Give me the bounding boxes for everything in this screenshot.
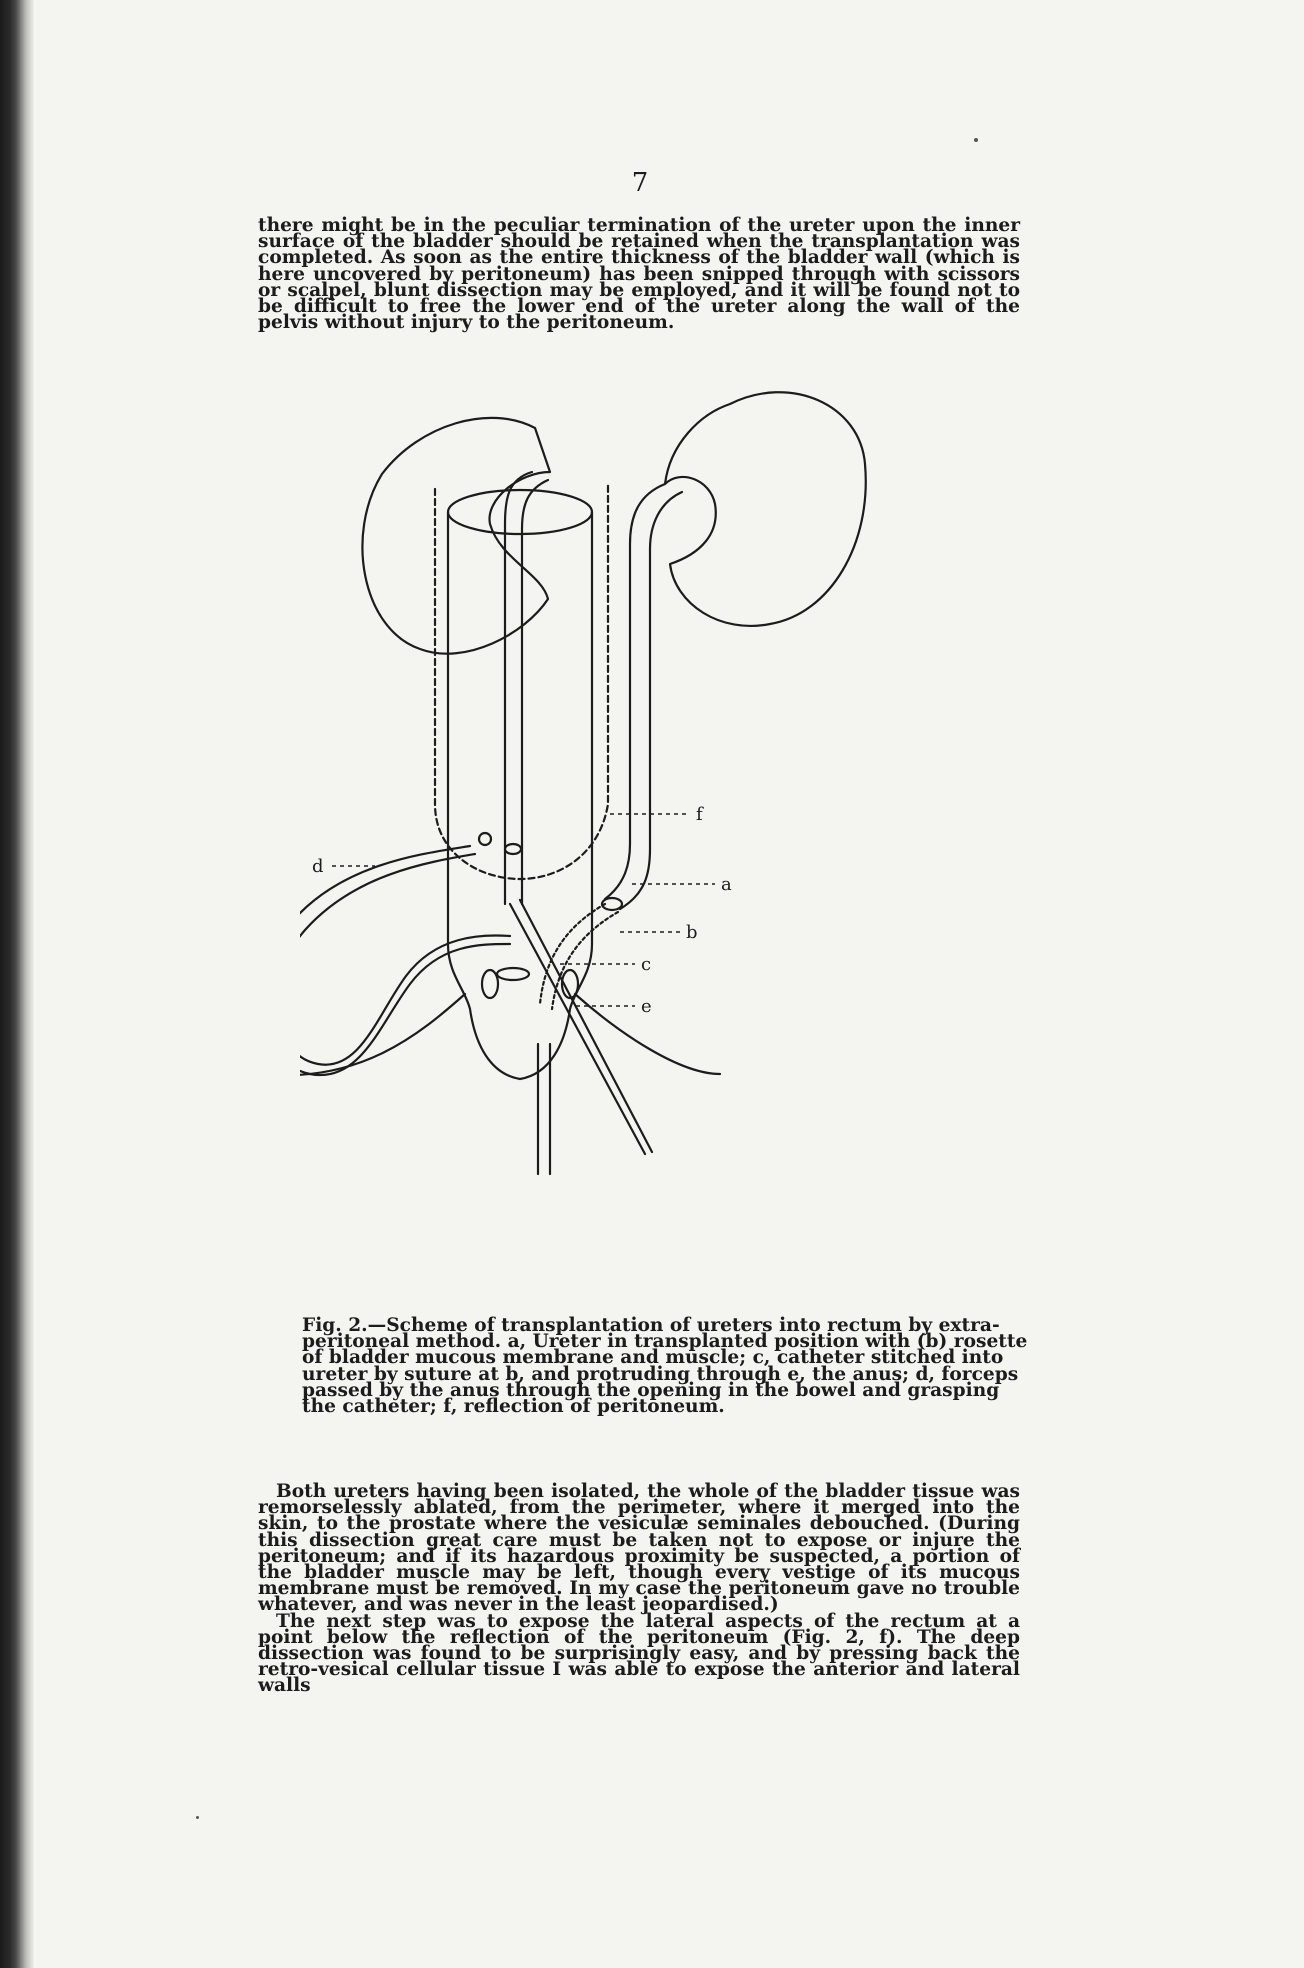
top-paragraph: there might be in the peculiar termination of the ureter upon the inner surface of the bladder should be retained when the transplantation was completed. As soon as the entire thickness of the bladder wall (which is here uncovered by peritoneum) has been snipped through with scissors or scalpel, blunt dissection may be employed, and it will be found not to be difficult to free the lower end of the ureter along the wall of the pelvis without injury to the peritoneum.: [258, 215, 1020, 334]
right-ureter: [605, 484, 665, 899]
bowel-opening: [479, 833, 491, 845]
label-a: a: [721, 874, 732, 895]
right-kidney: [665, 392, 866, 626]
figure-caption: [302, 1315, 1032, 1418]
anatomical-diagram: [300, 384, 1020, 1314]
label-b: b: [686, 922, 698, 943]
top-paragraph-block: [258, 215, 1020, 334]
label-d: d: [312, 856, 324, 877]
label-c: c: [641, 954, 652, 975]
caption-head: Fig. 2.—: [302, 1315, 387, 1336]
scan-speck: [196, 1816, 199, 1819]
scan-speck: [974, 138, 978, 142]
paragraph-both-ureters: Both ureters having been isolated, the whole of the bladder tissue was remorselessly ablated, from the perimeter, where it merged into the skin, to the prostate where the vesiculæ seminales debouched. (During this dissection great care must be taken not to expose or injure the peritoneum; and if its hazardous proximity be suspected, a portion of the bladder muscle may be left, though every vestige of its mucous membrane must be removed. In my case the peritoneum gave no trouble whatever, and was never in the least jeopardised.): [258, 1481, 1020, 1616]
label-f: f: [696, 804, 703, 825]
label-e: e: [641, 996, 652, 1017]
pelvic-floor-left: [300, 994, 465, 1075]
left-rosette: [497, 968, 529, 980]
bottom-paragraphs-block: [258, 1481, 1020, 1697]
figure-ureter-transplantation: [300, 384, 1020, 1314]
forceps: [510, 904, 645, 1154]
left-ureter: [505, 472, 532, 904]
rectum-top: [448, 490, 592, 534]
sphincter-e: [482, 970, 498, 998]
paragraph-next-step: The next step was to expose the lateral aspects of the rectum at a point below the reflection of the peritoneum (Fig. 2, f). The deep dissection was found to be surprisingly easy, and by pressing back the retro-vesical cellular tissue I was able to expose the anterior and lateral walls: [258, 1610, 1020, 1697]
book-binding-edge: [0, 0, 34, 1968]
page-number: 7: [631, 168, 649, 198]
caption-body: Scheme of transplantation of ureters into rectum by extra-peritoneal method. a, Ureter in transplanted position with (b) rosette of bladder mucous membrane and muscle; c, catheter stitched into ureter by suture at b, and protruding through e, the anus; d, forceps passed by the anus through the opening in the bowel and grasping the catheter; f, reflection of peritoneum.: [302, 1315, 1028, 1418]
